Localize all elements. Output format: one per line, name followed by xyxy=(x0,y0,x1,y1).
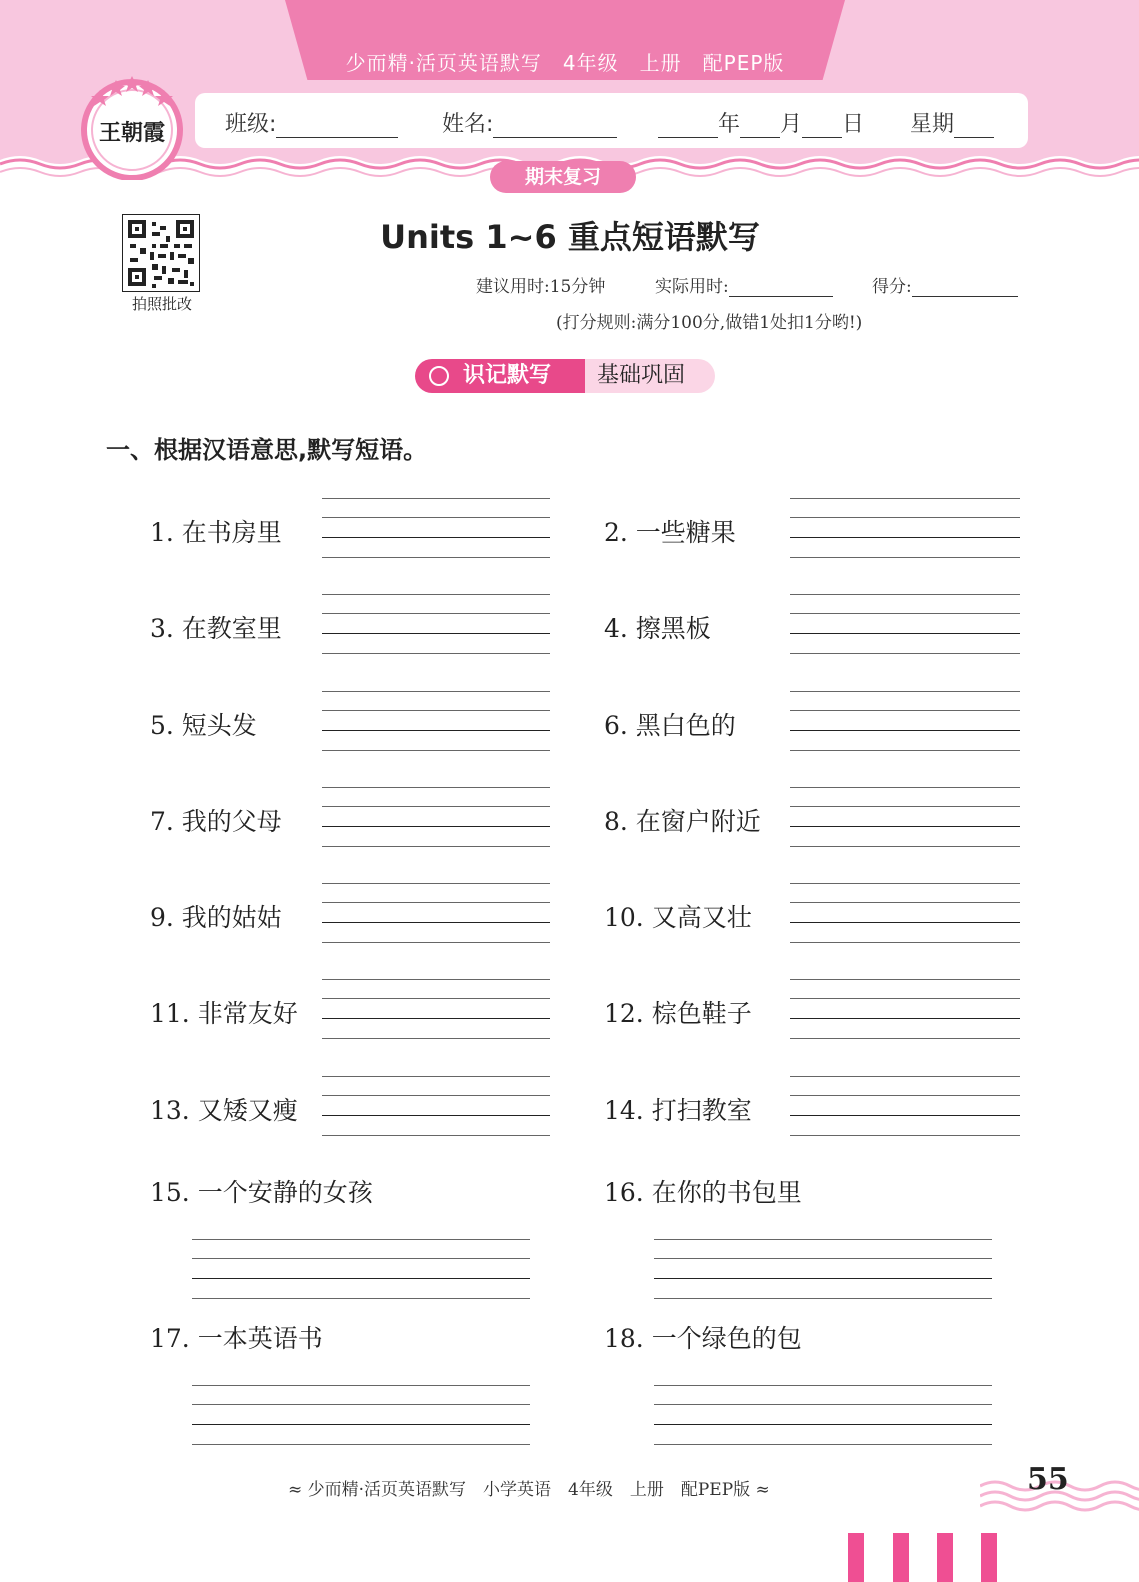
question-label: 3. 在教室里 xyxy=(150,614,282,643)
actual-time-label: 实际用时: xyxy=(655,277,729,297)
question-label: 6. 黑白色的 xyxy=(604,711,736,740)
question-label: 15. 一个安静的女孩 xyxy=(150,1178,373,1207)
footer-text: ≈ 少而精·活页英语默写 小学英语 4年级 上册 配PEP版 ≈ xyxy=(288,1480,770,1500)
section-tag: 期末复习 xyxy=(490,161,636,193)
question-label: 5. 短头发 xyxy=(150,711,257,740)
answer-lines[interactable] xyxy=(790,787,1020,847)
qr-label: 拍照批改 xyxy=(131,295,192,313)
question-label: 10. 又高又壮 xyxy=(604,903,752,932)
date-field[interactable] xyxy=(658,107,864,138)
class-label: 班级: xyxy=(225,112,277,137)
question-label: 1. 在书房里 xyxy=(150,518,282,547)
weekday-label: 星期 xyxy=(910,112,955,137)
name-blank[interactable] xyxy=(493,115,617,138)
series-title: 少而精·活页英语默写 4年级 上册 配PEP版 xyxy=(345,51,785,75)
question-label: 12. 棕色鞋子 xyxy=(604,999,752,1028)
answer-lines[interactable] xyxy=(790,594,1020,654)
year-blank[interactable] xyxy=(658,115,718,138)
answer-lines[interactable] xyxy=(192,1385,530,1445)
score-label: 得分: xyxy=(872,277,912,297)
question-label: 2. 一些糖果 xyxy=(604,518,736,547)
answer-lines[interactable] xyxy=(790,1076,1020,1136)
answer-lines[interactable] xyxy=(790,979,1020,1039)
month-label: 月 xyxy=(780,112,803,137)
question-label: 18. 一个绿色的包 xyxy=(604,1324,802,1353)
medal-icon xyxy=(429,366,449,386)
question-label: 9. 我的姑姑 xyxy=(150,903,282,932)
score-blank[interactable] xyxy=(912,274,1018,297)
suggested-time: 建议用时:15分钟 xyxy=(476,277,606,297)
weekday-blank[interactable] xyxy=(954,115,994,138)
answer-lines[interactable] xyxy=(322,498,550,558)
weekday-field[interactable] xyxy=(910,107,994,138)
name-label: 姓名: xyxy=(442,112,494,137)
class-blank[interactable] xyxy=(276,115,398,138)
answer-lines[interactable] xyxy=(322,691,550,751)
answer-lines[interactable] xyxy=(790,498,1020,558)
qr-code-icon[interactable] xyxy=(122,214,200,292)
actual-time-field[interactable] xyxy=(655,272,833,297)
question-label: 17. 一本英语书 xyxy=(150,1324,323,1353)
answer-lines[interactable] xyxy=(654,1385,992,1445)
brand-logo xyxy=(78,72,186,180)
question-label: 16. 在你的书包里 xyxy=(604,1178,802,1207)
question-label: 7. 我的父母 xyxy=(150,807,282,836)
answer-lines[interactable] xyxy=(322,979,550,1039)
class-field[interactable] xyxy=(225,107,398,138)
answer-lines[interactable] xyxy=(322,594,550,654)
actual-time-blank[interactable] xyxy=(729,274,833,297)
year-label: 年 xyxy=(718,112,741,137)
answer-lines[interactable] xyxy=(790,691,1020,751)
month-blank[interactable] xyxy=(740,115,780,138)
question-label: 13. 又矮又瘦 xyxy=(150,1096,298,1125)
question-label: 14. 打扫教室 xyxy=(604,1096,752,1125)
badge-memorize: 识记默写 xyxy=(415,359,585,393)
question-label: 4. 擦黑板 xyxy=(604,614,711,643)
badge-foundation: 基础巩固 xyxy=(585,359,715,393)
instruction: 一、根据汉语意思,默写短语。 xyxy=(106,436,428,464)
answer-lines[interactable] xyxy=(790,883,1020,943)
score-field[interactable] xyxy=(872,272,1018,297)
day-label: 日 xyxy=(842,112,865,137)
page-title: Units 1~6 重点短语默写 xyxy=(380,218,760,256)
answer-lines[interactable] xyxy=(322,883,550,943)
scoring-rule: (打分规则:满分100分,做错1处扣1分哟!) xyxy=(556,313,863,333)
question-label: 8. 在窗户附近 xyxy=(604,807,761,836)
answer-lines[interactable] xyxy=(322,787,550,847)
name-field[interactable] xyxy=(442,107,617,138)
answer-lines[interactable] xyxy=(654,1239,992,1299)
answer-lines[interactable] xyxy=(322,1076,550,1136)
svg-text:王朝霞: 王朝霞 xyxy=(98,120,166,146)
answer-lines[interactable] xyxy=(192,1239,530,1299)
day-blank[interactable] xyxy=(802,115,842,138)
question-label: 11. 非常友好 xyxy=(150,999,298,1028)
page-number: 55 xyxy=(1027,1462,1069,1497)
